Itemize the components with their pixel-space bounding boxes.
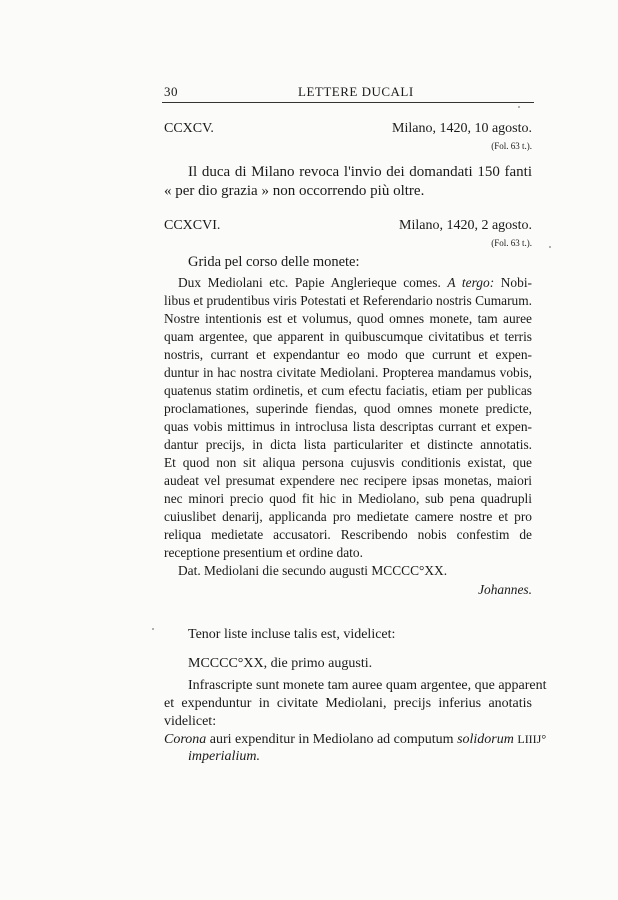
text-line: cuiuslibet denarij, applicanda pro medietate camere nostre et pro (164, 509, 532, 524)
dating-line: Dat. Mediolani die secundo augusti MCCCC°XX. (178, 563, 448, 578)
text-line: videlicet: (164, 714, 217, 729)
document-number: CCXCVI. (164, 218, 221, 233)
text-line: nostris, currant et expendantur eo modo que currunt et expen- (164, 347, 532, 362)
summary-line: Il duca di Milano revoca l'invio dei domandati 150 fanti (188, 164, 532, 180)
text-line: libus et prudentibus viris Potestati et Referendario nostris Cumarum. (164, 293, 532, 308)
text-line: nec minori precio quod fit hic in Mediolano, sub pena quadrupli (164, 491, 532, 506)
text-line: Infrascripte sunt monete tam auree quam argentee, que apparent (188, 678, 547, 693)
text-line: duntur in hac nostra civitate Mediolani. Propterea mandamus vobis, (164, 365, 532, 380)
text-line: Nostre intentionis est et volumus, quod omnes monete, tam auree (164, 311, 532, 326)
text-line: receptione presentium et ordine dato. (164, 545, 363, 560)
summary-line: Grida pel corso delle monete: (188, 254, 360, 270)
paper-speck (518, 106, 520, 108)
text-line: quatenus statim ordinetis, et cum efectu faciatis, etiam per publicas (164, 383, 532, 398)
page-number: 30 (164, 84, 178, 99)
paper-speck (152, 628, 154, 630)
list-date: MCCCC°XX, die primo augusti. (188, 656, 373, 671)
text-line: dantur precijs, in dicta lista particulariter et distincte annotatis. (164, 437, 532, 452)
text-line: audeat vel presumat expendere nec recipere ipsas monetas, maiori (164, 473, 532, 488)
text-line: quas vobis mittimus in introclusa lista descriptas currant et expen- (164, 419, 532, 434)
header-rule (162, 102, 534, 103)
text-line: proclamationes, superinde fiendas, quod omnes monete predicte, (164, 401, 532, 416)
text-line: et expenduntur in civitate Mediolani, precijs inferius anotatis (164, 696, 532, 711)
text-line: Et quod non sit aliqua persona cujusvis conditionis existat, que (164, 455, 532, 470)
running-title: LETTERE DUCALI (298, 84, 414, 99)
list-heading: Tenor liste incluse talis est, videlicet: (188, 627, 396, 642)
place-date: Milano, 1420, 2 agosto. (399, 218, 532, 233)
coin-entry: Corona auri expenditur in Mediolano ad computum solidorum LIIIJ° (164, 732, 547, 747)
place-date: Milano, 1420, 10 agosto. (392, 121, 532, 136)
folio-reference: (Fol. 63 t.). (491, 141, 532, 151)
paper-speck (549, 246, 551, 248)
text-line: quam argentee, que apparent in quibuscumque civitatibus et terris (164, 329, 532, 344)
text-line: Dux Mediolani etc. Papie Anglerieque comes. A tergo: Nobi- (178, 275, 532, 290)
summary-line: « per dio grazia » non occorrendo più oltre. (164, 183, 425, 199)
text-line: reliqua medietate accusatori. Rescribendo nobis confestim de (164, 527, 532, 542)
coin-entry-continuation: imperialium. (188, 749, 260, 764)
signature: Johannes. (478, 582, 532, 597)
folio-reference: (Fol. 63 t.). (491, 238, 532, 248)
document-number: CCXCV. (164, 121, 214, 136)
